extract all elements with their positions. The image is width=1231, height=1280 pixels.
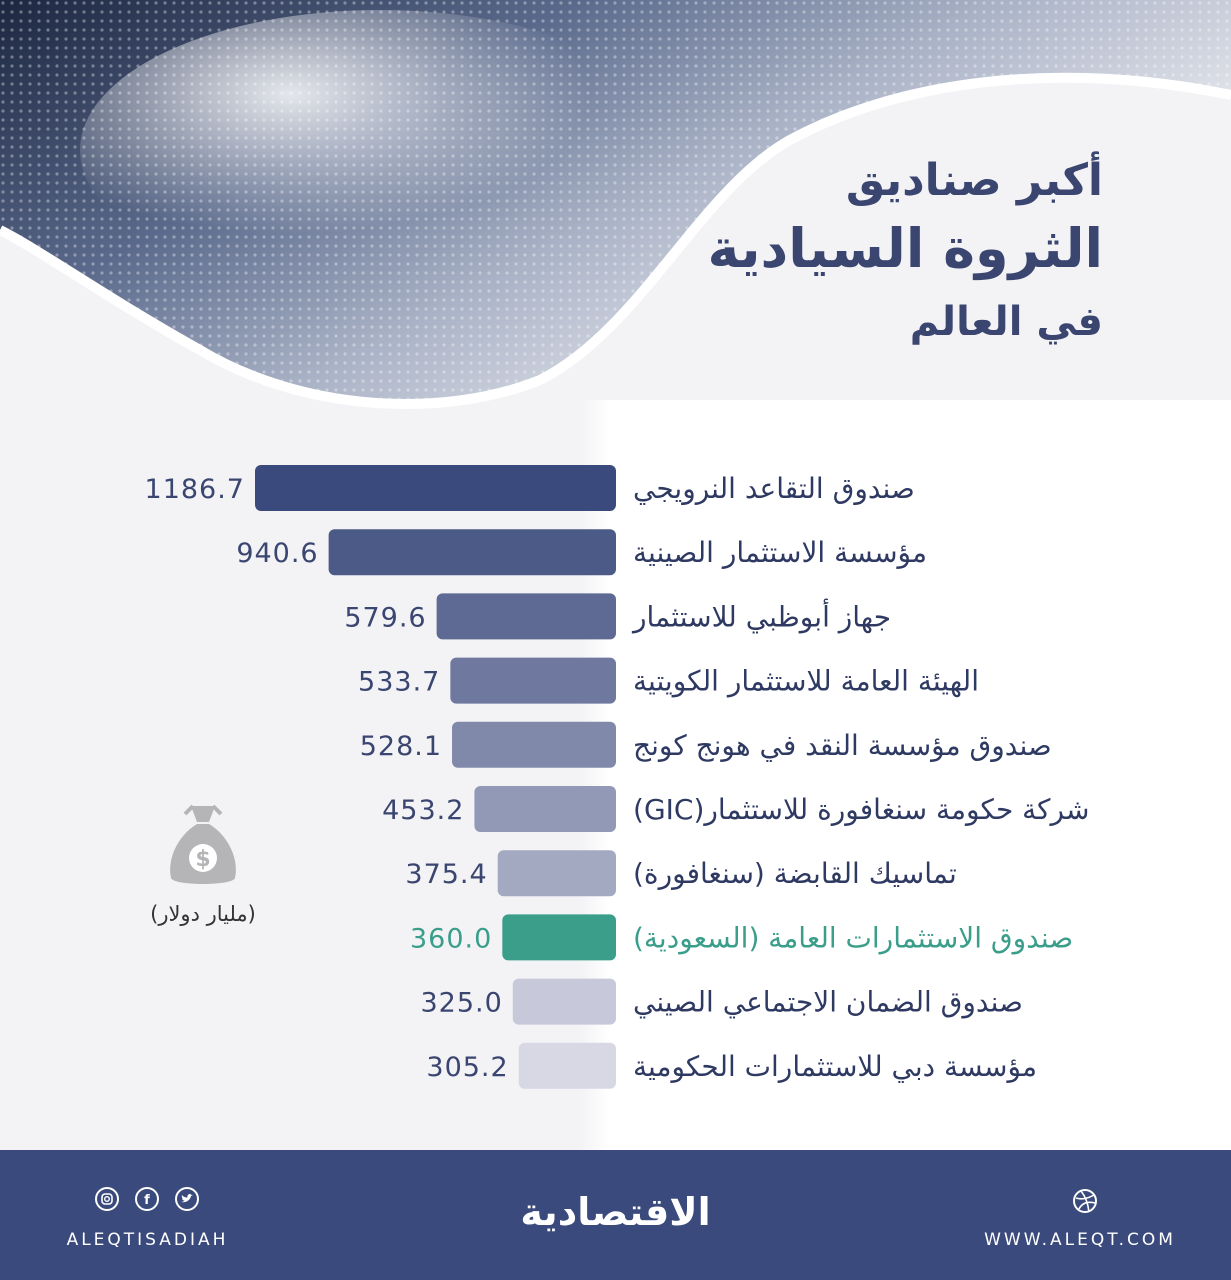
unit-group bbox=[128, 800, 278, 926]
category-label-1: صندوق التقاعد النرويجي bbox=[633, 472, 915, 505]
category-label-7: تماسيك القابضة (سنغافورة) bbox=[633, 857, 957, 891]
value-label-3: 579.6 bbox=[344, 602, 427, 634]
category-label-9: صندوق الضمان الاجتماعي الصيني bbox=[633, 985, 1023, 1019]
social-handle[interactable]: ALEQTISADIAH bbox=[66, 1230, 229, 1250]
value-label-6: 453.2 bbox=[382, 795, 465, 826]
bar-8 bbox=[502, 914, 616, 960]
bar-2 bbox=[329, 529, 616, 575]
bar-5 bbox=[452, 722, 616, 768]
unit-label: (مليار دولار) bbox=[150, 902, 256, 926]
category-label-2: مؤسسة الاستثمار الصينية bbox=[633, 536, 928, 570]
bar-10 bbox=[519, 1043, 616, 1089]
dribbble-globe-icon[interactable] bbox=[1072, 1188, 1098, 1214]
bar-7 bbox=[498, 850, 616, 896]
category-label-4: الهيئة العامة للاستثمار الكويتية bbox=[633, 664, 979, 698]
category-label-8: صندوق الاستثمارات العامة (السعودية) bbox=[633, 921, 1074, 955]
title-line-2: الثروة السيادية bbox=[707, 217, 1103, 280]
value-label-10: 305.2 bbox=[426, 1051, 509, 1083]
svg-text:f: f bbox=[144, 1193, 150, 1208]
label-panel bbox=[610, 400, 1231, 1150]
category-label-6: شركة حكومة سنغافورة للاستثمار(GIC) bbox=[633, 793, 1090, 826]
footer bbox=[0, 1150, 1231, 1280]
value-label-5: 528.1 bbox=[359, 730, 443, 762]
bar-4 bbox=[450, 658, 616, 704]
value-label-4: 533.7 bbox=[358, 666, 441, 698]
value-label-9: 325.0 bbox=[420, 987, 503, 1019]
bar-3 bbox=[437, 593, 616, 639]
category-label-3: جهاز أبوظبي للاستثمار bbox=[633, 600, 892, 634]
bar-6 bbox=[474, 786, 616, 832]
value-label-8: 360.0 bbox=[410, 923, 493, 955]
category-label-10: مؤسسة دبي للاستثمارات الحكومية bbox=[633, 1049, 1037, 1083]
title-line-3: في العالم bbox=[909, 299, 1103, 345]
value-label-1: 1186.7 bbox=[144, 474, 245, 505]
title-line-1: أكبر صناديق bbox=[845, 155, 1103, 206]
value-label-2: 940.6 bbox=[236, 538, 319, 570]
category-label-5: صندوق مؤسسة النقد في هونج كونج bbox=[633, 728, 1052, 762]
website-url[interactable]: WWW.ALEQT.COM bbox=[984, 1230, 1176, 1250]
money-bag-icon bbox=[163, 800, 243, 890]
brand-logo: الاقتصادية bbox=[520, 1190, 711, 1234]
bar-9 bbox=[513, 979, 616, 1025]
bar-1 bbox=[255, 465, 616, 511]
value-label-7: 375.4 bbox=[405, 859, 488, 891]
svg-text:$: $ bbox=[195, 847, 211, 872]
